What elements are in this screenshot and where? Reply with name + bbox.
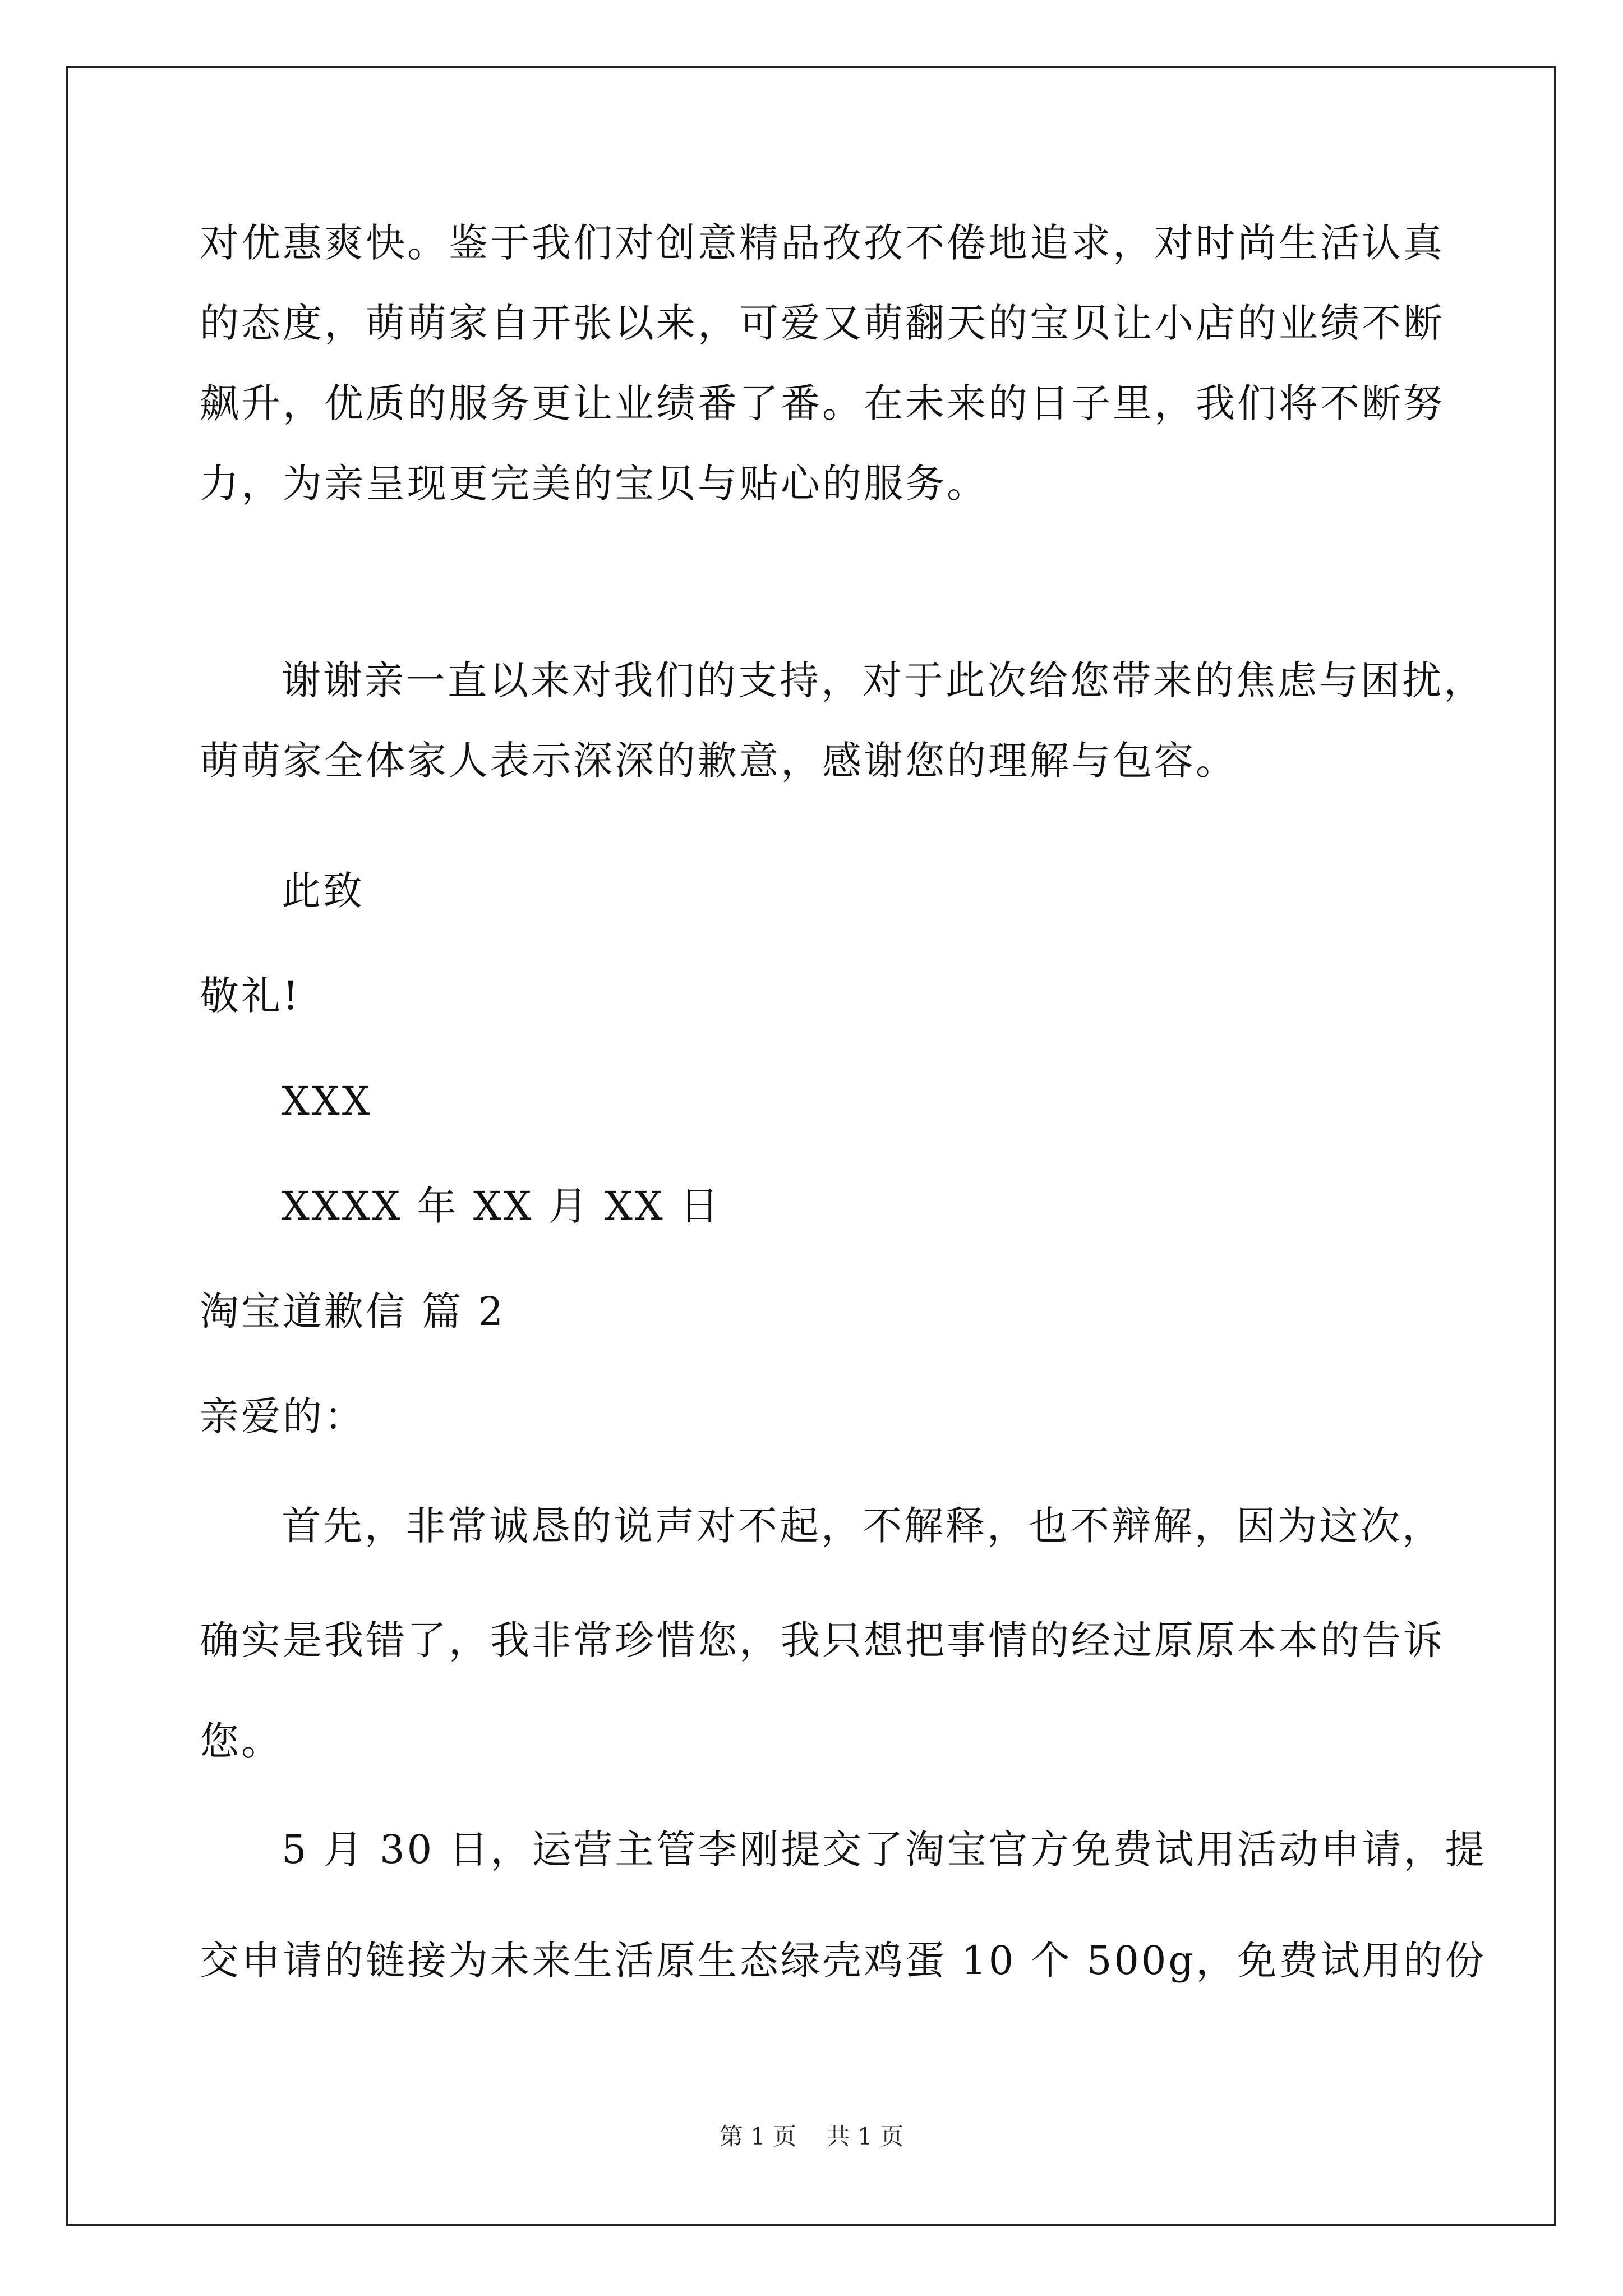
body-line-8: 确实是我错了，我非常珍惜您，我只想把事情的经过原原本本的告诉 — [200, 1617, 1445, 1663]
body-line-5: 谢谢亲一直以来对我们的支持，对于此次给您带来的焦虑与困扰， — [282, 657, 1485, 703]
body-line-7: 首先，非常诚恳的说声对不起，不解释，也不辩解，因为这次， — [282, 1503, 1444, 1549]
body-line-1: 对优惠爽快。鉴于我们对创意精品孜孜不倦地追求，对时尚生活认真 — [200, 220, 1445, 266]
signature-name: XXX — [282, 1078, 372, 1124]
salutation: 亲爱的： — [200, 1393, 366, 1439]
body-line-3: 飙升，优质的服务更让业绩番了番。在未来的日子里，我们将不断努 — [200, 380, 1445, 426]
body-line-2: 的态度，萌萌家自开张以来，可爱又萌翻天的宝贝让小店的业绩不断 — [200, 300, 1445, 346]
body-line-6: 萌萌家全体家人表示深深的歉意，感谢您的理解与包容。 — [200, 738, 1237, 784]
body-line-11: 交申请的链接为未来生活原生态绿壳鸡蛋 10 个 500g，免费试用的份 — [200, 1938, 1487, 1984]
body-line-10: 5 月 30 日，运营主管李刚提交了淘宝官方免费试用活动申请，提 — [282, 1826, 1487, 1872]
section-heading: 淘宝道歉信 篇 2 — [200, 1289, 506, 1335]
signature-date: XXXX 年 XX 月 XX 日 — [282, 1183, 721, 1229]
closing-salute: 敬礼! — [200, 973, 301, 1019]
body-line-9: 您。 — [200, 1718, 283, 1764]
page-footer: 第 1 页 共 1 页 — [719, 2123, 904, 2150]
closing-greeting: 此致 — [282, 868, 365, 914]
body-line-4: 力，为亲呈现更完美的宝贝与贴心的服务。 — [200, 461, 988, 507]
